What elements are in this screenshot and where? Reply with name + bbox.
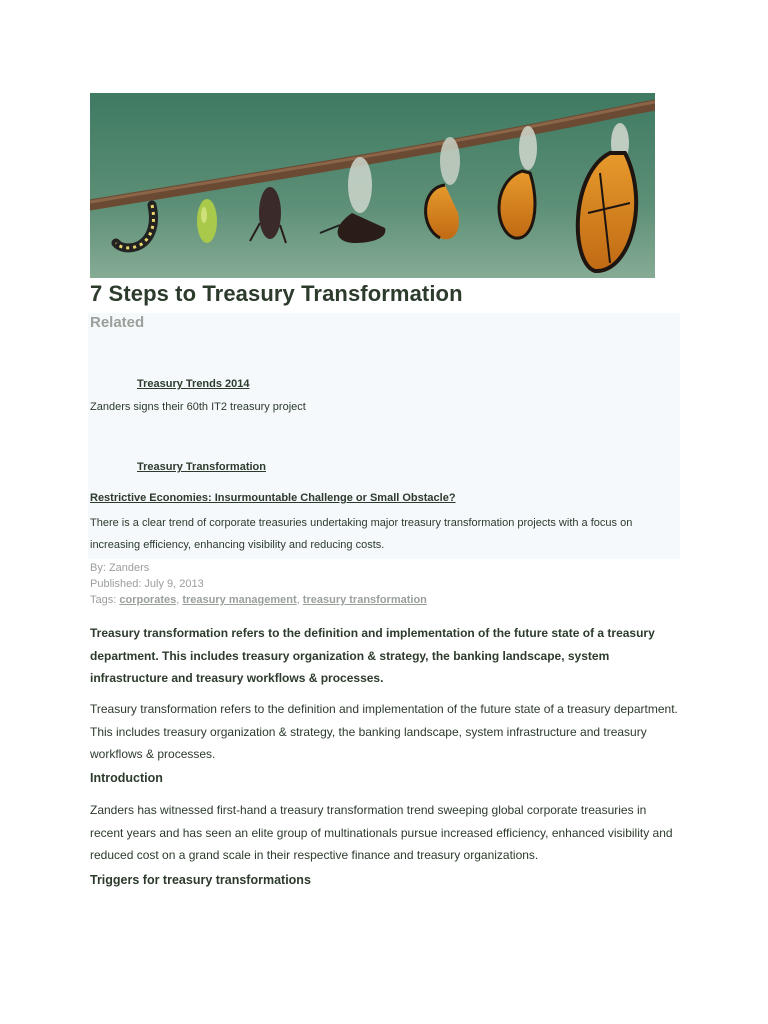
tags-line bbox=[90, 594, 427, 606]
related-headline-link[interactable]: Restrictive Economies: Insurmountable Challenge or Small Obstacle? bbox=[90, 492, 456, 504]
tag-separator: , bbox=[296, 594, 300, 606]
tag-link-corporates[interactable]: corporates bbox=[119, 594, 177, 606]
tag-link-treasury-transformation[interactable]: treasury transformation bbox=[302, 594, 427, 606]
related-label: Related bbox=[90, 314, 145, 331]
article-paragraph: Treasury transformation refers to the definition and implementation of the future state of a treasury department. This includes treasury organization & strategy, the banking landscape, system infrastructure and treasury workflows & processes. bbox=[90, 702, 678, 761]
article-lead: Treasury transformation refers to the definition and implementation of the future state of a treasury department. This includes treasury organization & strategy, the banking landscape, system infrastructure and treasury workflows & processes. bbox=[90, 626, 655, 685]
related-link-treasury-transformation[interactable]: Treasury Transformation bbox=[137, 461, 266, 473]
article-paragraph: Zanders has witnessed first-hand a treasury transformation trend sweeping global corporate treasuries in recent years and has seen an elite group of multinationals pursue increased efficiency, enhanced visibility and reduced cost on a grand scale in their respective finance and treasury organizations. bbox=[90, 803, 673, 862]
article-title: 7 Steps to Treasury Transformation bbox=[90, 281, 463, 306]
related-link-treasury-trends[interactable]: Treasury Trends 2014 bbox=[137, 378, 250, 390]
related-item-text: Zanders signs their 60th IT2 treasury project bbox=[90, 401, 306, 413]
section-heading-triggers: Triggers for treasury transformations bbox=[90, 873, 311, 887]
tags-label: Tags: bbox=[90, 594, 117, 606]
hero-image bbox=[90, 93, 655, 278]
author-byline: By: Zanders bbox=[90, 562, 150, 574]
section-heading-introduction: Introduction bbox=[90, 771, 163, 785]
related-item-description: There is a clear trend of corporate treasuries undertaking major treasury transformation projects with a focus on increasing efficiency, enhancing visibility and reducing costs. bbox=[90, 517, 633, 551]
tag-link-treasury-management[interactable]: treasury management bbox=[182, 594, 297, 606]
published-date: Published: July 9, 2013 bbox=[90, 578, 204, 590]
tag-separator: , bbox=[176, 594, 180, 606]
